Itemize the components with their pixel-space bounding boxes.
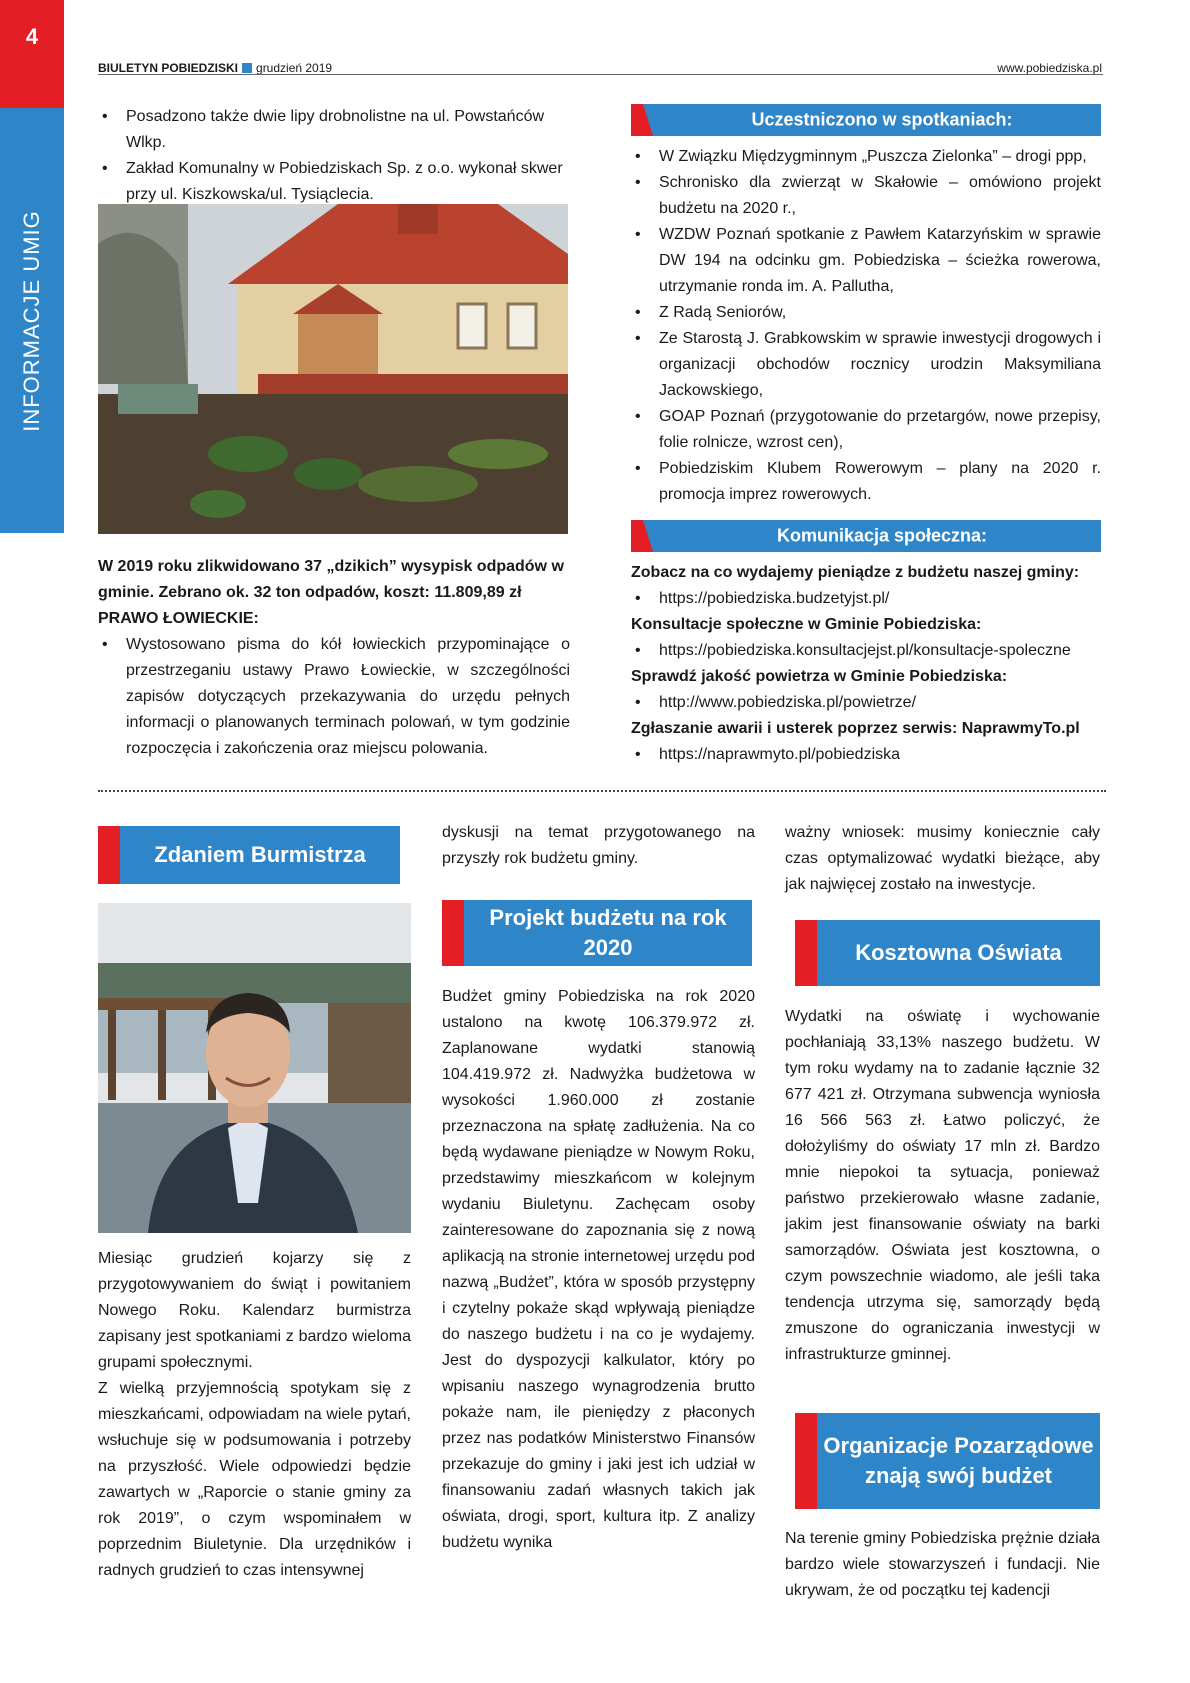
- education-text: Wydatki na oświatę i wychowanie pochłaniają 33,13% naszego budżetu. W tym roku wydamy na to zadanie łącznie 32 677 421 zł. Otrzymana subwencja wyniosła 16 566 563 zł. Łatwo policzyć, że dołożyliśmy do oświaty 17 mln zł. Bardzo mnie niepokoi ta sytuacja, ponieważ państwo przekierowało własne zadanie, jakim jest finansowanie oświaty na barki samorządów. Oświata jest kosztowna, o czym powszechnie wiadomo, ale jeśli taka tendencja utrzyma się, samorządy będą zmuszone do ograniczania inwestycji w infrastrukturze gminnej.: [785, 1008, 1100, 1363]
- meetings-banner: [631, 104, 1101, 136]
- communication-banner: [631, 520, 1101, 552]
- header-divider: [98, 74, 1103, 75]
- paragraph: Z wielką przyjemnością spotykam się z mieszkańcami, odpowiadam na wiele pytań, wsłuchuje się w podsumowania i potrzeby na przyszłość. Wiele odpowiedzi będzie zawartych w „Raporcie o stanie gminy za rok 2019”, o czym wspominałem w poprzednim Biuletynie. Dla urzędników i radnych grudzień to czas intensywnej: [98, 1380, 411, 1579]
- meetings-list: [631, 144, 1101, 508]
- website-url: www.pobiedziska.pl: [997, 61, 1102, 75]
- budget-heading: Zobacz na co wydajemy pieniądze z budżetu naszej gminy:: [631, 564, 1080, 581]
- section-divider: [98, 790, 1106, 792]
- banner-title: Organizacje Pozarządowe znają swój budżet: [823, 1433, 1094, 1488]
- list-item: • WZDW Poznań spotkanie z Pawłem Katarzyńskim w sprawie DW 194 na odcinku gm. Pobiedziska – ścieżka rowerowa, utrzymanie ronda im. A. Pallutha,: [631, 222, 1101, 300]
- air-heading: Sprawdź jakość powietrza w Gminie Pobiedziska:: [631, 668, 1008, 685]
- banner-accent: [795, 920, 817, 986]
- banner-accent: [98, 826, 120, 884]
- list-item: • Posadzono także dwie lipy drobnolistne na ul. Powstańców Wlkp.: [98, 104, 570, 156]
- budget-intro: dyskusji na temat przygotowanego na przyszły rok budżetu gminy.: [442, 824, 755, 867]
- budget-link[interactable]: • https://pobiedziska.budzetyjst.pl/: [631, 586, 1106, 612]
- education-intro: ważny wniosek: musimy koniecznie cały czas optymalizować wydatki bieżące, aby jak najwięcej zostało na inwestycje.: [785, 824, 1100, 893]
- waste-summary: W 2019 roku zlikwidowano 37 „dzikich” wysypisk odpadów w gminie. Zebrano ok. 32 ton odpadów, koszt: 11.809,89 zł: [98, 558, 564, 601]
- list-item: • Wystosowano pisma do kół łowieckich przypominające o przestrzeganiu ustawy Prawo Łowieckie, w szczególności zapisów dotyczących przekazywania do urzędu pełnych informacji o planowanych terminach polowań, w tym godzinie rozpoczęcia i zakończenia oraz miejscu polowania.: [98, 632, 570, 762]
- banner-title: Uczestniczono w spotkaniach:: [751, 109, 1013, 130]
- issue-date: grudzień 2019: [256, 61, 333, 75]
- list-item: • Schronisko dla zwierząt w Skałowie – omówiono projekt budżetu na 2020 r.,: [631, 170, 1101, 222]
- page-number: 4: [0, 0, 64, 108]
- mayor-photo: [98, 903, 411, 1233]
- list-item: • W Związku Międzygminnym „Puszcza Zielonka” – drogi ppp,: [631, 144, 1101, 170]
- list-item: • Ze Starostą J. Grabkowskim w sprawie inwestycji drogowych i organizacji obchodów rocznicy urodzin Maksymiliana Jackowskiego,: [631, 326, 1101, 404]
- section-sidebar: [0, 108, 64, 533]
- hunting-heading: PRAWO ŁOWIECKIE:: [98, 610, 259, 627]
- list-item: • Z Radą Seniorów,: [631, 300, 1101, 326]
- section-label: INFORMACJE UMIG: [19, 209, 44, 432]
- air-link[interactable]: • http://www.pobiedziska.pl/powietrze/: [631, 690, 1106, 716]
- budget-banner: [442, 900, 752, 966]
- report-link[interactable]: • https://naprawmyto.pl/pobiedziska: [631, 742, 1106, 768]
- banner-accent: [631, 520, 653, 552]
- paragraph: Miesiąc grudzień kojarzy się z przygotowywaniem do świąt i powitaniem Nowego Roku. Kalendarz burmistrza zapisany jest spotkaniami z bardzo wieloma grupami społecznymi.: [98, 1250, 411, 1371]
- consult-heading: Konsultacje społeczne w Gminie Pobiedziska:: [631, 616, 982, 633]
- banner-accent: [795, 1413, 817, 1509]
- banner-accent: [631, 104, 653, 136]
- mayor-text: [98, 1246, 411, 1584]
- banner-title: Zdaniem Burmistrza: [154, 842, 366, 867]
- banner-accent: [442, 900, 464, 966]
- top-left-bullets: [98, 104, 570, 208]
- square-park-photo: [98, 204, 568, 534]
- running-header: [98, 61, 332, 75]
- hunting-text: [98, 632, 570, 762]
- ngo-banner: [795, 1413, 1100, 1509]
- ngo-text: Na terenie gminy Pobiedziska prężnie działa bardzo wiele stowarzyszeń i fundacji. Nie ukrywam, że od początku tej kadencji: [785, 1530, 1100, 1599]
- budget-text: Budżet gminy Pobiedziska na rok 2020 ustalono na kwotę 106.379.972 zł. Zaplanowane wydatki stanowią 104.419.972 zł. Nadwyżka budżetowa w wysokości 1.960.000 zł zostanie przeznaczona na spłatę zadłużenia. Na co będą wydawane pieniądze w Nowym Roku, przedstawimy mieszkańcom w kolejnym wydaniu Biuletynu. Zachęcam osoby zainteresowane do zapoznania się z nową aplikacją na stronie internetowej urzędu pod nazwą „Budżet”, która w sposób przystępny i czytelny pokaże skąd wpływają pieniądze do naszego budżetu i na co je wydajemy. Jest do dyspozycji kalkulator, który po wpisaniu naszego wynagrodzenia brutto pokaże nam, ile pieniędzy z płaconych przez nas podatków Ministerstwo Finansów przekazuje do gminy i jaki jest ich udział w finansowaniu zadań własnych takich jak oświata, drogi, sport, kultura itp. Z analizy budżetu wynika: [442, 988, 755, 1551]
- mayor-banner: [98, 826, 400, 884]
- education-banner: [795, 920, 1100, 986]
- banner-title: Kosztowna Oświata: [855, 940, 1062, 965]
- square-icon: [242, 63, 252, 73]
- consult-link[interactable]: • https://pobiedziska.konsultacjejst.pl/konsultacje-spoleczne: [631, 638, 1106, 664]
- banner-title: Komunikacja społeczna:: [776, 525, 988, 546]
- communication-links: [631, 560, 1106, 768]
- publication-name: BIULETYN POBIEDZISKI: [98, 61, 239, 75]
- banner-title: Projekt budżetu na rok 2020: [489, 905, 727, 960]
- list-item: • Pobiedziskim Klubem Rowerowym – plany na 2020 r. promocja imprez rowerowych.: [631, 456, 1101, 508]
- report-heading: Zgłaszanie awarii i usterek poprzez serwis: NaprawmyTo.pl: [631, 720, 1080, 737]
- list-item: • GOAP Poznań (przygotowanie do przetargów, nowe przepisy, folie rolnicze, wzrost cen),: [631, 404, 1101, 456]
- list-item: • Zakład Komunalny w Pobiedziskach Sp. z o.o. wykonał skwer przy ul. Kiszkowska/ul. Tysiąclecia.: [98, 156, 570, 208]
